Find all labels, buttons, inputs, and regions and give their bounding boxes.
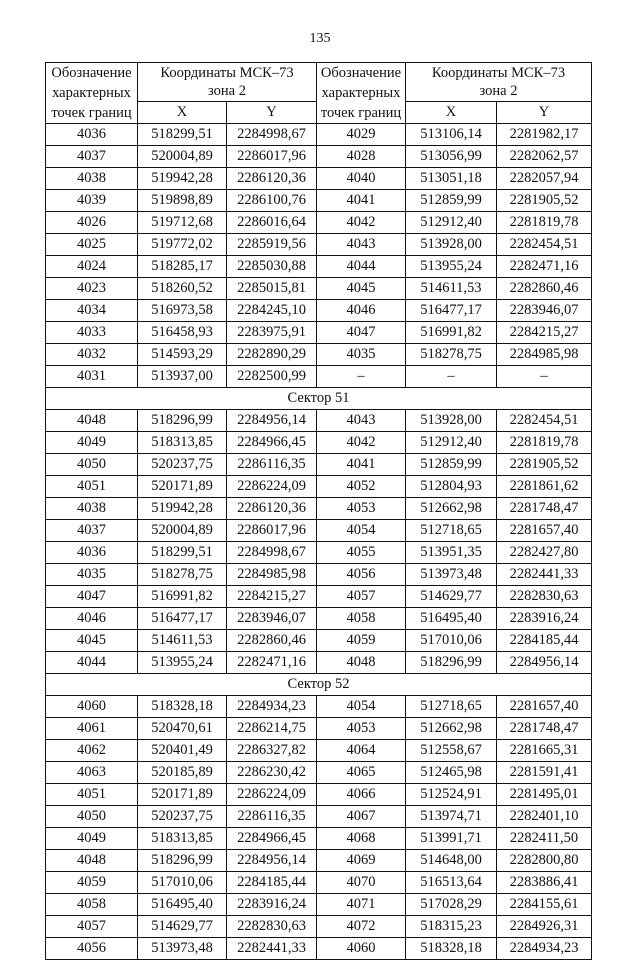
y-header-left: Y	[227, 101, 317, 123]
x-left-cell: 518278,75	[138, 564, 227, 586]
point-right-cell: 4045	[317, 278, 406, 300]
y-left-cell: 2282441,33	[227, 938, 317, 960]
y-right-cell: 2284956,14	[497, 652, 592, 674]
point-left-cell: 4023	[46, 278, 138, 300]
x-header-left: X	[138, 101, 227, 123]
x-left-cell: 520185,89	[138, 762, 227, 784]
x-right-cell: 512718,65	[406, 520, 497, 542]
point-right-cell: 4053	[317, 498, 406, 520]
point-right-cell: 4046	[317, 300, 406, 322]
x-right-cell: 512465,98	[406, 762, 497, 784]
y-right-cell: 2281748,47	[497, 498, 592, 520]
point-left-cell: 4047	[46, 586, 138, 608]
table-row	[46, 542, 592, 564]
y-left-cell: 2283975,91	[227, 322, 317, 344]
point-left-cell: 4056	[46, 938, 138, 960]
table-row	[46, 696, 592, 718]
x-left-cell: 516991,82	[138, 586, 227, 608]
x-left-cell: 520171,89	[138, 784, 227, 806]
x-left-cell: 516495,40	[138, 894, 227, 916]
y-left-cell: 2286120,36	[227, 168, 317, 190]
y-left-cell: 2284966,45	[227, 828, 317, 850]
x-left-cell: 519772,02	[138, 234, 227, 256]
y-left-cell: 2284185,44	[227, 872, 317, 894]
y-right-cell: 2283916,24	[497, 608, 592, 630]
point-right-cell: 4068	[317, 828, 406, 850]
y-right-cell: 2282830,63	[497, 586, 592, 608]
table-row	[46, 410, 592, 432]
y-left-cell: 2284966,45	[227, 432, 317, 454]
y-right-cell: 2281657,40	[497, 696, 592, 718]
y-left-cell: 2283916,24	[227, 894, 317, 916]
y-right-cell: 2284215,27	[497, 322, 592, 344]
point-left-cell: 4025	[46, 234, 138, 256]
y-left-cell: 2286017,96	[227, 520, 317, 542]
y-left-cell: 2286116,35	[227, 806, 317, 828]
y-right-cell: 2281495,01	[497, 784, 592, 806]
x-right-cell: 513051,18	[406, 168, 497, 190]
x-left-cell: 516477,17	[138, 608, 227, 630]
y-right-cell: 2282441,33	[497, 564, 592, 586]
x-left-cell: 520004,89	[138, 520, 227, 542]
x-right-cell: 516477,17	[406, 300, 497, 322]
table-row	[46, 586, 592, 608]
y-right-cell: 2282454,51	[497, 234, 592, 256]
table-row	[46, 432, 592, 454]
point-left-cell: 4036	[46, 542, 138, 564]
point-right-cell: 4047	[317, 322, 406, 344]
y-left-cell: 2284934,23	[227, 696, 317, 718]
point-left-cell: 4051	[46, 476, 138, 498]
y-right-cell: 2282471,16	[497, 256, 592, 278]
designation-header-left: Обозначение характерных точек границ	[46, 63, 138, 124]
table-row	[46, 476, 592, 498]
x-right-cell: 513991,71	[406, 828, 497, 850]
point-left-cell: 4039	[46, 190, 138, 212]
point-left-cell: 4034	[46, 300, 138, 322]
table-row	[46, 938, 592, 960]
point-right-cell: 4054	[317, 520, 406, 542]
y-right-cell: 2284185,44	[497, 630, 592, 652]
x-left-cell: 518296,99	[138, 410, 227, 432]
point-left-cell: 4048	[46, 410, 138, 432]
x-left-cell: 517010,06	[138, 872, 227, 894]
x-left-cell: 518260,52	[138, 278, 227, 300]
point-right-cell: 4048	[317, 652, 406, 674]
point-left-cell: 4058	[46, 894, 138, 916]
table-row	[46, 894, 592, 916]
sector-heading-row	[46, 388, 592, 410]
point-left-cell: 4031	[46, 366, 138, 388]
point-right-cell: 4028	[317, 146, 406, 168]
point-right-cell: 4065	[317, 762, 406, 784]
x-right-cell: 517028,29	[406, 894, 497, 916]
table-row	[46, 608, 592, 630]
x-left-cell: 519942,28	[138, 498, 227, 520]
table-row	[46, 806, 592, 828]
point-right-cell: 4069	[317, 850, 406, 872]
point-left-cell: 4050	[46, 454, 138, 476]
y-right-cell: 2281819,78	[497, 212, 592, 234]
y-right-cell: 2282401,10	[497, 806, 592, 828]
x-left-cell: 514611,53	[138, 630, 227, 652]
y-left-cell: 2285015,81	[227, 278, 317, 300]
table-row	[46, 784, 592, 806]
coordinates-table	[45, 62, 592, 960]
y-left-cell: 2282830,63	[227, 916, 317, 938]
table-row	[46, 564, 592, 586]
y-right-cell: 2281905,52	[497, 190, 592, 212]
point-right-cell: 4054	[317, 696, 406, 718]
table-row	[46, 124, 592, 146]
y-right-cell: 2281982,17	[497, 124, 592, 146]
y-right-cell: 2282062,57	[497, 146, 592, 168]
table-row	[46, 190, 592, 212]
x-right-cell: 513928,00	[406, 410, 497, 432]
point-right-cell: 4041	[317, 190, 406, 212]
y-right-cell: 2284934,23	[497, 938, 592, 960]
x-right-cell: 512859,99	[406, 454, 497, 476]
point-right-cell: 4057	[317, 586, 406, 608]
y-right-cell: 2282427,80	[497, 542, 592, 564]
y-right-cell: 2283886,41	[497, 872, 592, 894]
x-right-cell: 513955,24	[406, 256, 497, 278]
y-left-cell: 2286017,96	[227, 146, 317, 168]
x-left-cell: 518285,17	[138, 256, 227, 278]
y-right-cell: 2281665,31	[497, 740, 592, 762]
y-left-cell: 2284215,27	[227, 586, 317, 608]
point-right-cell: 4029	[317, 124, 406, 146]
x-right-cell: 518315,23	[406, 916, 497, 938]
x-left-cell: 519712,68	[138, 212, 227, 234]
y-right-cell: 2284985,98	[497, 344, 592, 366]
y-right-cell: 2281591,41	[497, 762, 592, 784]
y-right-cell: 2281819,78	[497, 432, 592, 454]
x-left-cell: 514593,29	[138, 344, 227, 366]
point-left-cell: 4060	[46, 696, 138, 718]
point-right-cell: 4064	[317, 740, 406, 762]
x-right-cell: 516991,82	[406, 322, 497, 344]
x-right-cell: 513928,00	[406, 234, 497, 256]
table-row	[46, 872, 592, 894]
x-left-cell: 513937,00	[138, 366, 227, 388]
y-right-cell: 2282860,46	[497, 278, 592, 300]
point-right-cell: 4071	[317, 894, 406, 916]
point-left-cell: 4038	[46, 498, 138, 520]
x-right-cell: 518328,18	[406, 938, 497, 960]
y-right-cell: 2282057,94	[497, 168, 592, 190]
x-right-cell: 518296,99	[406, 652, 497, 674]
y-right-cell: 2282800,80	[497, 850, 592, 872]
point-left-cell: 4061	[46, 718, 138, 740]
x-right-cell: 516495,40	[406, 608, 497, 630]
table-row	[46, 168, 592, 190]
x-header-right: X	[406, 101, 497, 123]
point-left-cell: 4048	[46, 850, 138, 872]
y-left-cell: 2286120,36	[227, 498, 317, 520]
point-left-cell: 4035	[46, 564, 138, 586]
y-left-cell: 2286214,75	[227, 718, 317, 740]
y-left-cell: 2284956,14	[227, 850, 317, 872]
x-left-cell: 518328,18	[138, 696, 227, 718]
point-left-cell: 4026	[46, 212, 138, 234]
x-right-cell: 513951,35	[406, 542, 497, 564]
x-right-cell: 512558,67	[406, 740, 497, 762]
x-right-cell: 512662,98	[406, 718, 497, 740]
sector-heading: Сектор 52	[46, 674, 592, 696]
y-right-cell: 2281657,40	[497, 520, 592, 542]
coords-header-left: Координаты МСК–73 зона 2	[138, 63, 317, 102]
y-left-cell: 2286230,42	[227, 762, 317, 784]
x-left-cell: 516973,58	[138, 300, 227, 322]
point-right-cell: 4040	[317, 168, 406, 190]
table-row	[46, 454, 592, 476]
x-right-cell: 512912,40	[406, 212, 497, 234]
x-right-cell: 513974,71	[406, 806, 497, 828]
point-right-cell: 4072	[317, 916, 406, 938]
point-right-cell: 4056	[317, 564, 406, 586]
x-right-cell: 513056,99	[406, 146, 497, 168]
table-row	[46, 344, 592, 366]
x-right-cell: 512804,93	[406, 476, 497, 498]
x-left-cell: 516458,93	[138, 322, 227, 344]
x-left-cell: 520237,75	[138, 806, 227, 828]
y-left-cell: 2284985,98	[227, 564, 317, 586]
point-right-cell: 4042	[317, 432, 406, 454]
x-right-cell: 514611,53	[406, 278, 497, 300]
point-left-cell: 4038	[46, 168, 138, 190]
x-left-cell: 519898,89	[138, 190, 227, 212]
table-row	[46, 300, 592, 322]
sector-heading: Сектор 51	[46, 388, 592, 410]
point-right-cell: –	[317, 366, 406, 388]
point-left-cell: 4051	[46, 784, 138, 806]
point-right-cell: 4043	[317, 234, 406, 256]
y-left-cell: 2282500,99	[227, 366, 317, 388]
point-left-cell: 4050	[46, 806, 138, 828]
y-right-cell: –	[497, 366, 592, 388]
y-left-cell: 2283946,07	[227, 608, 317, 630]
point-right-cell: 4067	[317, 806, 406, 828]
point-left-cell: 4037	[46, 520, 138, 542]
sector-heading-row	[46, 674, 592, 696]
x-left-cell: 518313,85	[138, 828, 227, 850]
table-row	[46, 520, 592, 542]
point-left-cell: 4062	[46, 740, 138, 762]
y-left-cell: 2286224,09	[227, 784, 317, 806]
table-row	[46, 366, 592, 388]
point-left-cell: 4045	[46, 630, 138, 652]
table-row	[46, 740, 592, 762]
x-left-cell: 520401,49	[138, 740, 227, 762]
x-left-cell: 520470,61	[138, 718, 227, 740]
table-row	[46, 278, 592, 300]
point-left-cell: 4046	[46, 608, 138, 630]
table-row	[46, 146, 592, 168]
point-right-cell: 4070	[317, 872, 406, 894]
x-left-cell: 520237,75	[138, 454, 227, 476]
x-right-cell: 514648,00	[406, 850, 497, 872]
table-row	[46, 718, 592, 740]
y-left-cell: 2286116,35	[227, 454, 317, 476]
table-row	[46, 256, 592, 278]
x-left-cell: 514629,77	[138, 916, 227, 938]
point-left-cell: 4033	[46, 322, 138, 344]
y-left-cell: 2282890,29	[227, 344, 317, 366]
y-left-cell: 2286016,64	[227, 212, 317, 234]
point-right-cell: 4042	[317, 212, 406, 234]
x-right-cell: 516513,64	[406, 872, 497, 894]
x-right-cell: 514629,77	[406, 586, 497, 608]
table-row	[46, 762, 592, 784]
point-right-cell: 4044	[317, 256, 406, 278]
x-left-cell: 520171,89	[138, 476, 227, 498]
point-right-cell: 4055	[317, 542, 406, 564]
y-left-cell: 2282860,46	[227, 630, 317, 652]
y-right-cell: 2284155,61	[497, 894, 592, 916]
point-right-cell: 4043	[317, 410, 406, 432]
point-left-cell: 4049	[46, 828, 138, 850]
y-right-cell: 2281861,62	[497, 476, 592, 498]
y-left-cell: 2282471,16	[227, 652, 317, 674]
x-left-cell: 518299,51	[138, 542, 227, 564]
y-header-right: Y	[497, 101, 592, 123]
point-left-cell: 4024	[46, 256, 138, 278]
x-left-cell: 519942,28	[138, 168, 227, 190]
point-right-cell: 4066	[317, 784, 406, 806]
point-left-cell: 4049	[46, 432, 138, 454]
point-right-cell: 4052	[317, 476, 406, 498]
x-left-cell: 513973,48	[138, 938, 227, 960]
x-left-cell: 518299,51	[138, 124, 227, 146]
y-left-cell: 2286327,82	[227, 740, 317, 762]
x-left-cell: 520004,89	[138, 146, 227, 168]
point-right-cell: 4059	[317, 630, 406, 652]
x-right-cell: 512524,91	[406, 784, 497, 806]
point-left-cell: 4063	[46, 762, 138, 784]
y-left-cell: 2285919,56	[227, 234, 317, 256]
table-row	[46, 652, 592, 674]
x-right-cell: 512912,40	[406, 432, 497, 454]
point-right-cell: 4053	[317, 718, 406, 740]
x-left-cell: 518313,85	[138, 432, 227, 454]
y-left-cell: 2286100,76	[227, 190, 317, 212]
x-right-cell: 513106,14	[406, 124, 497, 146]
point-left-cell: 4059	[46, 872, 138, 894]
table-row	[46, 498, 592, 520]
x-right-cell: 512718,65	[406, 696, 497, 718]
y-left-cell: 2284956,14	[227, 410, 317, 432]
point-right-cell: 4035	[317, 344, 406, 366]
table-row	[46, 322, 592, 344]
x-right-cell: 512859,99	[406, 190, 497, 212]
x-right-cell: 513973,48	[406, 564, 497, 586]
y-left-cell: 2284245,10	[227, 300, 317, 322]
table-row	[46, 916, 592, 938]
table-row	[46, 212, 592, 234]
y-right-cell: 2282411,50	[497, 828, 592, 850]
x-right-cell: –	[406, 366, 497, 388]
coords-header-right: Координаты МСК–73 зона 2	[406, 63, 592, 102]
designation-header-right: Обозначение характерных точек границ	[317, 63, 406, 124]
point-right-cell: 4060	[317, 938, 406, 960]
x-left-cell: 513955,24	[138, 652, 227, 674]
point-left-cell: 4057	[46, 916, 138, 938]
table-row	[46, 630, 592, 652]
y-left-cell: 2284998,67	[227, 124, 317, 146]
y-left-cell: 2286224,09	[227, 476, 317, 498]
table-row	[46, 234, 592, 256]
point-left-cell: 4032	[46, 344, 138, 366]
x-right-cell: 518278,75	[406, 344, 497, 366]
point-left-cell: 4036	[46, 124, 138, 146]
point-right-cell: 4041	[317, 454, 406, 476]
table-row	[46, 850, 592, 872]
table-row	[46, 828, 592, 850]
x-right-cell: 512662,98	[406, 498, 497, 520]
point-right-cell: 4058	[317, 608, 406, 630]
point-left-cell: 4037	[46, 146, 138, 168]
y-left-cell: 2285030,88	[227, 256, 317, 278]
y-right-cell: 2281905,52	[497, 454, 592, 476]
y-left-cell: 2284998,67	[227, 542, 317, 564]
y-right-cell: 2284926,31	[497, 916, 592, 938]
x-right-cell: 517010,06	[406, 630, 497, 652]
y-right-cell: 2283946,07	[497, 300, 592, 322]
point-left-cell: 4044	[46, 652, 138, 674]
x-left-cell: 518296,99	[138, 850, 227, 872]
table-body	[46, 124, 592, 960]
y-right-cell: 2282454,51	[497, 410, 592, 432]
page-number: 135	[309, 31, 331, 46]
y-right-cell: 2281748,47	[497, 718, 592, 740]
